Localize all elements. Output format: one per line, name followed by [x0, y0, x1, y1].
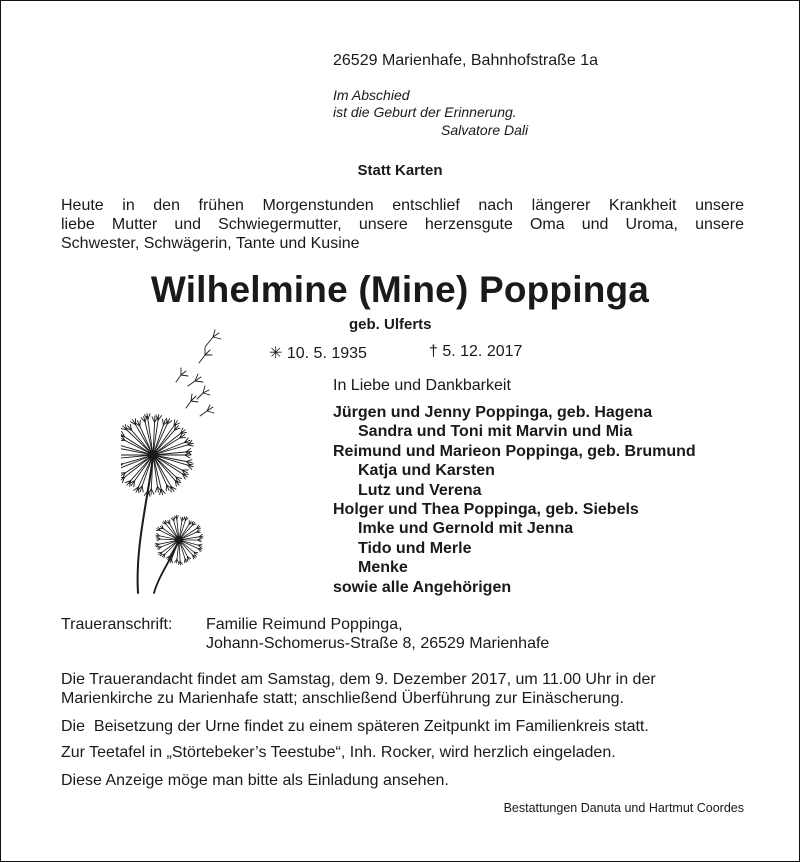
maiden-name: geb. Ulferts [349, 316, 432, 333]
mourner-entry: Katja und Karsten [358, 462, 495, 480]
intro-line: liebe Mutter und Schwiegermutter, unsere herzensgute Oma und Uroma, unsere [61, 216, 744, 233]
mourner-entry: Lutz und Verena [358, 481, 482, 499]
mourner-entry: Menke [358, 559, 408, 577]
undertaker-address: 26529 Marienhafe, Bahnhofstraße 1a [333, 52, 599, 69]
deceased-name: Wilhelmine (Mine) Poppinga [150, 269, 650, 310]
invitation-text: Diese Anzeige möge man bitte als Einladung ansehen. [61, 772, 449, 789]
intro-line: Heute in den frühen Morgenstunden entschlief nach längerer Krankheit unsere [61, 197, 744, 214]
mourner-entry: Tido und Merle [358, 539, 472, 557]
dandelion-illustration-icon [121, 325, 241, 595]
burial-text: Die Beisetzung der Urne findet zu einem späteren Zeitpunkt im Familienkreis statt. [61, 718, 649, 735]
mourner-entry: Jürgen und Jenny Poppinga, geb. Hagena [333, 404, 653, 421]
mourners-list [333, 403, 696, 597]
birth-date: ✳ 10. 5. 1935 [269, 345, 367, 362]
quote-line-1: Im Abschied [333, 87, 410, 103]
gratitude-line: In Liebe und Dankbarkeit [333, 377, 511, 394]
service-text [61, 670, 731, 708]
mourning-address-label: Traueranschrift: [61, 616, 173, 633]
mourner-entry: Sandra und Toni mit Marvin und Mia [358, 423, 633, 441]
intro-text [61, 196, 744, 253]
service-line: Marienkirche zu Marienhafe statt; anschließend Überführung zur Einäscherung. [61, 690, 624, 707]
intro-line: Schwester, Schwägerin, Tante und Kusine [61, 235, 360, 252]
quote-author: Salvatore Dali [441, 122, 529, 138]
mourner-entry: Imke und Gernold mit Jenna [358, 520, 574, 538]
mourning-address-line-1: Familie Reimund Poppinga, [206, 616, 403, 633]
mourning-address-line-2: Johann-Schomerus-Straße 8, 26529 Marienhafe [206, 635, 550, 652]
undertaker-credit: Bestattungen Danuta und Hartmut Coordes [503, 801, 744, 815]
mourner-entry: Holger und Thea Poppinga, geb. Siebels [333, 501, 639, 519]
service-line: Die Trauerandacht findet am Samstag, dem 9. Dezember 2017, um 11.00 Uhr in der [61, 671, 656, 688]
tea-invitation-text: Zur Teetafel in „Störtebeker’s Teestube“, Inh. Rocker, wird herzlich eingeladen. [61, 744, 616, 761]
mourner-entry: sowie alle Angehörigen [333, 578, 512, 596]
quote-line-2: ist die Geburt der Erinnerung. [333, 104, 517, 120]
death-date: † 5. 12. 2017 [429, 343, 523, 360]
mourner-entry: Reimund und Marieon Poppinga, geb. Brumund [333, 442, 696, 460]
notice-heading: Statt Karten [357, 162, 443, 179]
